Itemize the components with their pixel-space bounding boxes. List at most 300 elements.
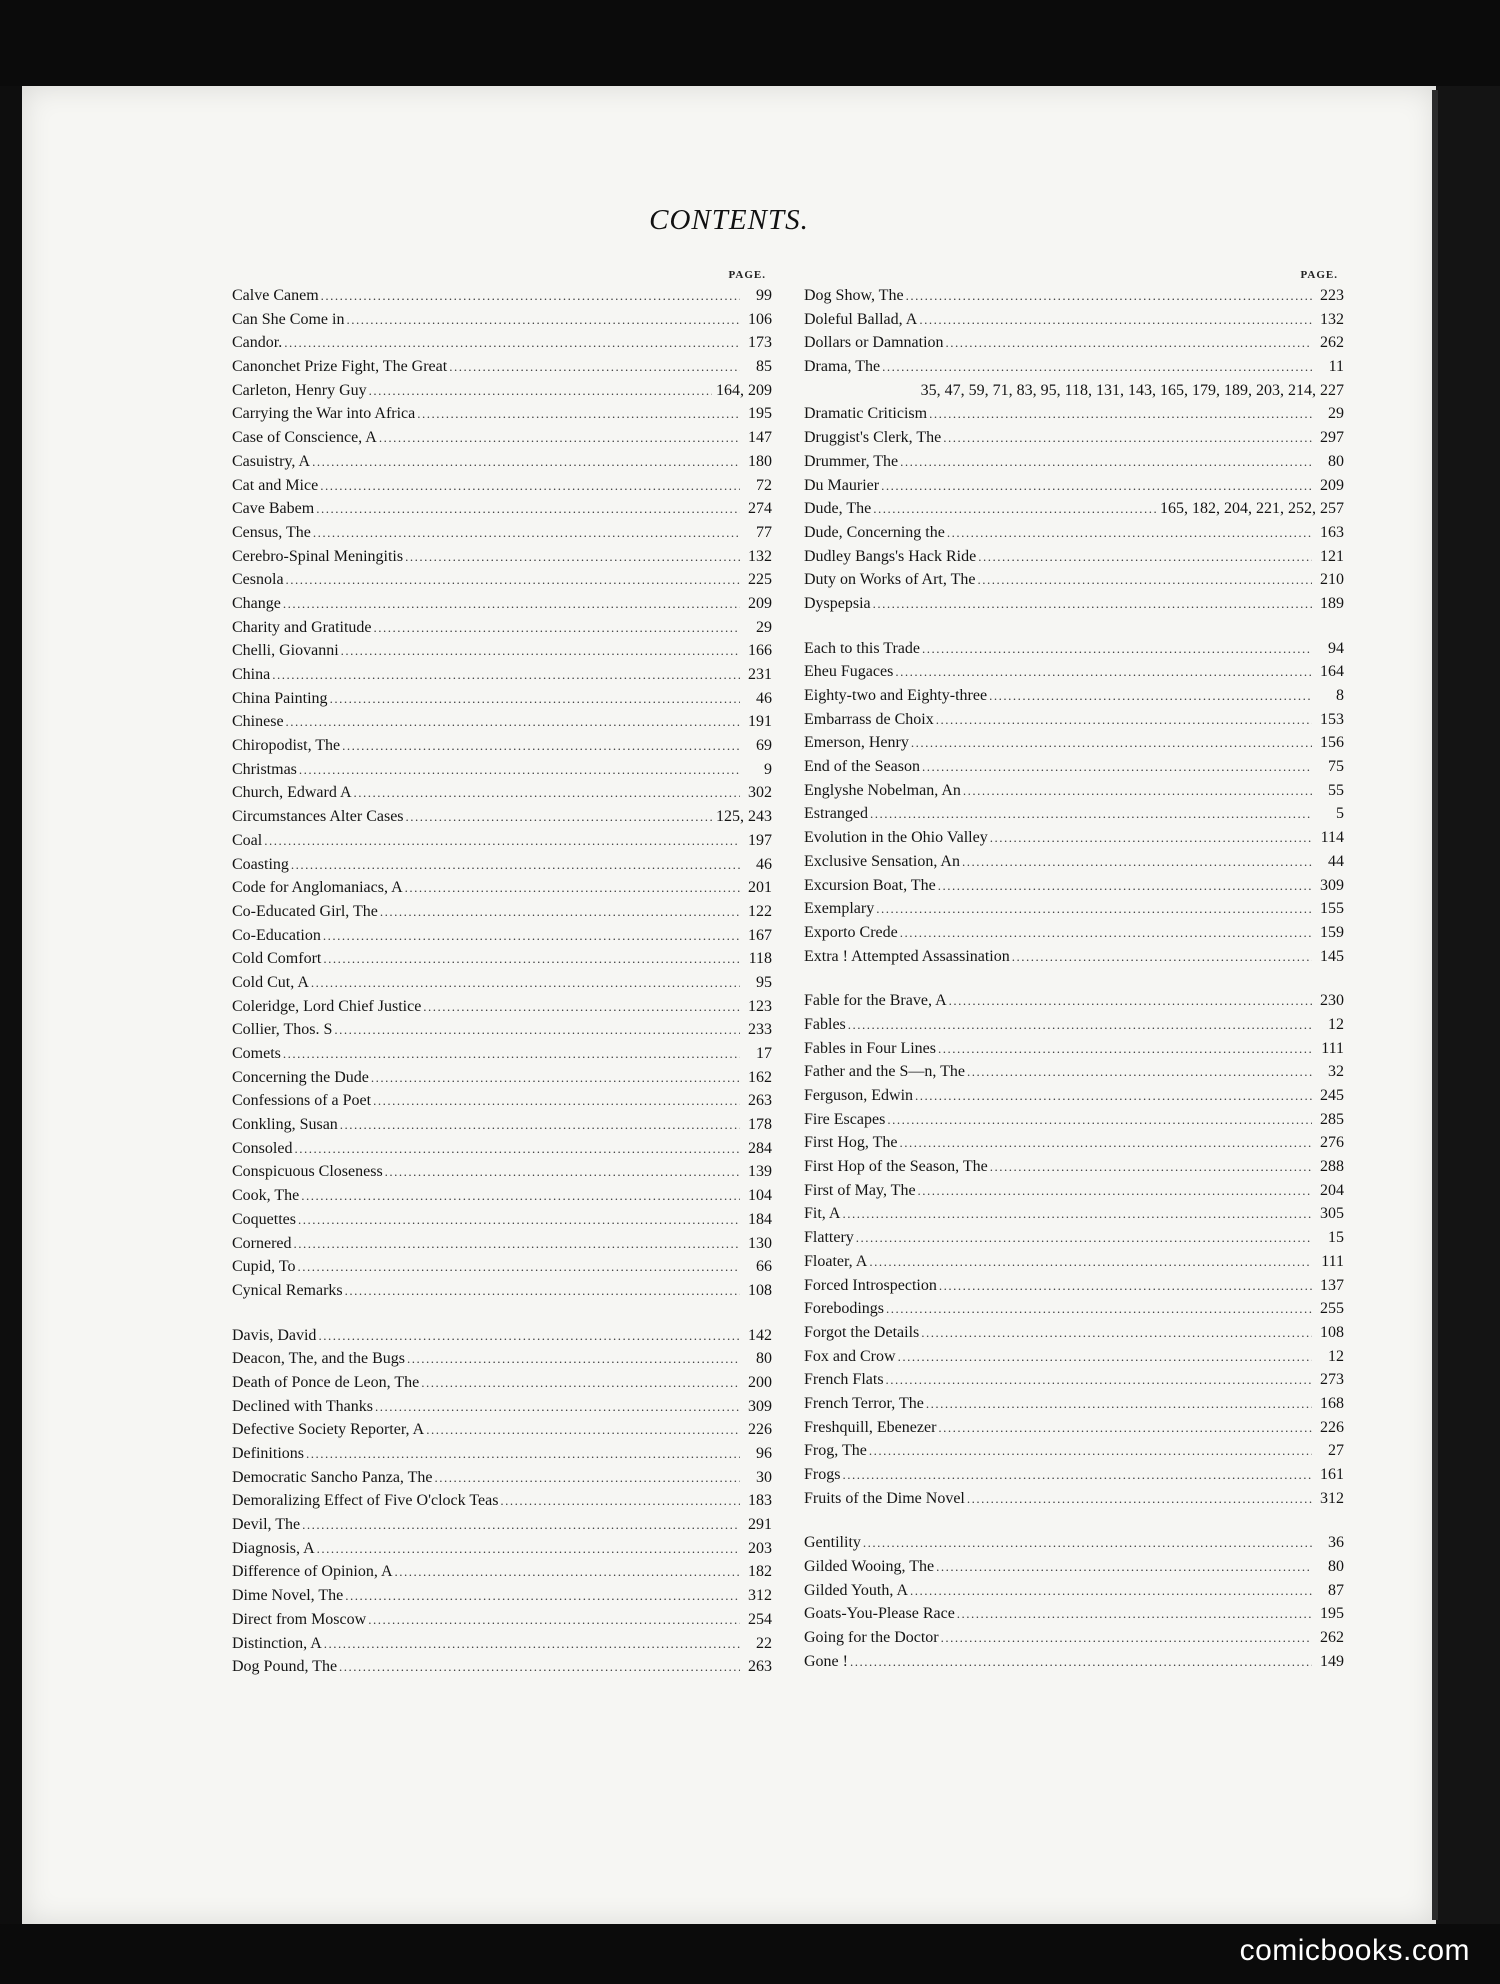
entry-page-number: 297: [1320, 429, 1344, 447]
entry-title: Calve Canem: [232, 287, 319, 304]
contents-entry: [804, 1274, 1344, 1298]
contents-entry: [804, 426, 1344, 450]
entry-title: Eheu Fugaces: [804, 663, 894, 681]
entry-page-number: 233: [748, 1021, 772, 1039]
entry-page-number: 122: [748, 902, 772, 920]
dot-leader: [936, 708, 1312, 732]
contents-entry: [804, 660, 1344, 684]
contents-entry: [232, 1489, 772, 1513]
entry-title: Fruits of the Dime Novel: [804, 1489, 965, 1507]
entry-page-number: 184: [748, 1210, 772, 1228]
entry-page-number: 9: [764, 760, 772, 778]
entry-title: Du Maurier: [804, 476, 880, 494]
contents-entry: [232, 355, 772, 379]
entry-page-number: 111: [1321, 1252, 1344, 1270]
entry-title: Fire Escapes: [804, 1110, 886, 1128]
contents-entry: [232, 545, 772, 569]
entry-title: Declined with Thanks: [232, 1397, 374, 1415]
entry-page-number: 201: [748, 879, 772, 897]
contents-entry: [804, 1416, 1344, 1440]
dot-leader: [919, 308, 1312, 332]
dot-leader: [863, 1531, 1312, 1555]
entry-page-number: 183: [748, 1492, 772, 1510]
entry-title: China: [232, 666, 271, 683]
contents-entry: [232, 924, 772, 948]
entry-page-number: 302: [748, 784, 772, 802]
entry-page-number: 12: [1328, 1015, 1344, 1033]
contents-entry: [804, 1321, 1344, 1345]
contents-entry: [804, 779, 1344, 803]
dot-leader: [886, 1368, 1312, 1392]
entry-title: Drummer, The: [804, 452, 899, 470]
entry-page-number: 111: [1321, 1039, 1344, 1057]
dot-leader: [371, 1066, 740, 1090]
entry-title: Doleful Ballad, A: [804, 310, 918, 328]
contents-entry: [232, 1042, 772, 1066]
dot-leader: [306, 1442, 740, 1466]
contents-entry: [804, 450, 1344, 474]
dot-leader: [900, 921, 1312, 945]
contents-entry: [804, 850, 1344, 874]
contents-entry: [232, 1371, 772, 1395]
dot-leader: [330, 687, 740, 711]
entry-page-number: 159: [1320, 923, 1344, 941]
entry-page-number: 226: [1320, 1418, 1344, 1436]
contents-entry: [804, 1626, 1344, 1650]
dot-leader: [311, 971, 740, 995]
entry-title: Dollars or Damnation: [804, 334, 944, 352]
entry-title: First Hog, The: [804, 1134, 898, 1152]
entry-page-number: 223: [1320, 287, 1344, 304]
contents-entry: [232, 1632, 772, 1656]
entry-page-number: 225: [748, 571, 772, 589]
dot-leader: [941, 1626, 1312, 1650]
contents-entry: [804, 826, 1344, 850]
contents-entry: [804, 1250, 1344, 1274]
entry-title: Demoralizing Effect of Five O'clock Teas: [232, 1492, 499, 1510]
entry-page-number: 161: [1320, 1466, 1344, 1483]
entry-page-number: 155: [1320, 900, 1344, 918]
dot-leader: [298, 1208, 740, 1232]
entry-title: Carrying the War into Africa: [232, 405, 416, 423]
entry-page-number: 132: [1320, 310, 1344, 328]
section-gap: [804, 1510, 1344, 1531]
section-gap: [804, 968, 1344, 989]
entry-page-number: 200: [748, 1373, 772, 1391]
entry-title: Druggist's Clerk, The: [804, 429, 942, 447]
entry-title: Census, The: [232, 523, 311, 541]
dot-leader: [301, 1184, 740, 1208]
contents-entry: [804, 1602, 1344, 1626]
entry-page-number: 17: [756, 1045, 772, 1062]
document-page: [22, 86, 1436, 1924]
contents-entry: [804, 1487, 1344, 1511]
dot-leader: [324, 1632, 740, 1656]
page-gutter: [1432, 90, 1438, 1920]
entry-page-number: 8: [1336, 687, 1344, 704]
entry-page-number: 142: [748, 1326, 772, 1344]
dot-leader: [406, 805, 712, 829]
entry-page-number: 15: [1328, 1229, 1344, 1247]
contents-entry: [232, 1418, 772, 1442]
entry-title: Ferguson, Edwin: [804, 1087, 914, 1104]
entry-title: Dudley Bangs's Hack Ride: [804, 547, 977, 565]
dot-leader: [421, 1371, 740, 1395]
dot-leader: [869, 1439, 1312, 1463]
contents-entry: [804, 497, 1344, 521]
dot-leader: [989, 684, 1312, 708]
entry-title: Exporto Crede: [804, 923, 898, 941]
entry-title: Evolution in the Ohio Valley: [804, 829, 988, 847]
entry-title: Freshquill, Ebenezer: [804, 1418, 937, 1436]
dot-leader: [962, 850, 1312, 874]
dot-leader: [906, 284, 1312, 308]
dot-leader: [990, 1155, 1312, 1179]
contents-entry: [232, 568, 772, 592]
entry-page-number: 69: [756, 737, 772, 755]
entry-title: Distinction, A: [232, 1634, 322, 1652]
entry-title: First of May, The: [804, 1181, 916, 1199]
entry-page-number: 312: [1320, 1489, 1344, 1507]
entry-title: Carleton, Henry Guy: [232, 381, 367, 399]
contents-entry: [232, 1513, 772, 1537]
entry-title: Going for the Doctor: [804, 1629, 939, 1647]
entry-title: Dime Novel, The: [232, 1587, 344, 1605]
entry-page-number: 114: [1320, 829, 1344, 847]
contents-entry: [804, 545, 1344, 569]
entry-page-number: 230: [1320, 992, 1344, 1010]
contents-entry: [232, 1395, 772, 1419]
entry-title: Cat and Mice: [232, 476, 319, 494]
dot-leader: [405, 545, 740, 569]
dot-leader: [318, 1324, 740, 1348]
right-entries-list: [804, 284, 1344, 1674]
entry-title: Exclusive Sensation, An: [804, 852, 960, 870]
entry-title: Canonchet Prize Fight, The Great: [232, 358, 448, 376]
contents-entry: [232, 1113, 772, 1137]
dot-leader: [368, 1608, 740, 1632]
contents-entry: [804, 1297, 1344, 1321]
contents-entry: [232, 1137, 772, 1161]
entry-title: Estranged: [804, 805, 868, 823]
dot-leader: [918, 1179, 1312, 1203]
section-gap: [232, 1303, 772, 1324]
dot-leader: [910, 1579, 1312, 1603]
entry-title: Father and the S—n, The: [804, 1063, 966, 1081]
entry-page-number: 35, 47, 59, 71, 83, 95, 118, 131, 143, 165, 179, 189, 203, 214, 227: [920, 381, 1344, 399]
entry-page-number: 5: [1336, 805, 1344, 823]
entry-title: Diagnosis, A: [232, 1539, 315, 1557]
entry-page-number: 195: [1320, 1605, 1344, 1623]
entry-title: Candor.: [232, 334, 283, 352]
dot-leader: [938, 1416, 1312, 1440]
dot-leader: [283, 592, 740, 616]
dot-leader: [316, 497, 740, 521]
contents-column-left: [232, 266, 772, 1679]
contents-entry: [804, 684, 1344, 708]
entry-page-number: 164, 209: [716, 381, 772, 399]
contents-entry: [804, 1345, 1344, 1369]
entry-page-number: 312: [748, 1587, 772, 1605]
dot-leader: [922, 755, 1312, 779]
entry-title: Gilded Youth, A: [804, 1581, 909, 1599]
dot-leader: [346, 308, 740, 332]
contents-entry: [232, 687, 772, 711]
entry-title: Duty on Works of Art, The: [804, 571, 976, 589]
contents-entry: [232, 947, 772, 971]
entry-page-number: 30: [756, 1468, 772, 1486]
entry-title: Cook, The: [232, 1187, 300, 1205]
contents-entry: [804, 1155, 1344, 1179]
dot-leader: [921, 1321, 1312, 1345]
entry-title: Circumstances Alter Cases: [232, 808, 404, 826]
dot-leader: [264, 829, 740, 853]
entry-title: Coasting: [232, 855, 289, 873]
entry-title: Forced Introspection: [804, 1276, 937, 1294]
contents-entry: [804, 897, 1344, 921]
entry-title: Consoled: [232, 1139, 293, 1157]
entry-page-number: 209: [1320, 476, 1344, 494]
entry-title: Drama, The: [804, 358, 881, 376]
entry-page-number: 36: [1328, 1534, 1344, 1552]
scan-right-border: [1436, 86, 1500, 1946]
entry-page-number: 164: [1320, 663, 1344, 681]
contents-entry: [804, 921, 1344, 945]
contents-entry: [232, 284, 772, 308]
entry-page-number: 167: [748, 926, 772, 944]
contents-entry: [232, 1608, 772, 1632]
entry-title: Deacon, The, and the Bugs: [232, 1350, 405, 1368]
dot-leader: [898, 1345, 1312, 1369]
dot-leader: [294, 1232, 740, 1256]
entry-page-number: 210: [1320, 571, 1344, 589]
entry-page-number: 125, 243: [716, 808, 772, 826]
entry-page-number: 147: [748, 429, 772, 447]
entry-title: Charity and Gratitude: [232, 618, 372, 636]
contents-entry: [232, 308, 772, 332]
entry-page-number: 12: [1328, 1347, 1344, 1365]
entry-page-number: 149: [1320, 1652, 1344, 1670]
dot-leader: [302, 1513, 740, 1537]
entry-title: French Terror, The: [804, 1394, 924, 1412]
entry-title: Definitions: [232, 1445, 304, 1462]
entry-page-number: 262: [1320, 1629, 1344, 1647]
entry-page-number: 145: [1320, 947, 1344, 965]
contents-entry: [232, 1066, 772, 1090]
contents-entry: [804, 755, 1344, 779]
contents-entry: [232, 592, 772, 616]
entry-title: Emerson, Henry: [804, 734, 909, 752]
entry-page-number: 108: [1320, 1323, 1344, 1341]
contents-entry: [232, 331, 772, 355]
entry-title: Embarrass de Choix: [804, 710, 934, 728]
entry-title: Devil, The: [232, 1516, 301, 1534]
entry-page-number: 27: [1328, 1442, 1344, 1460]
contents-entry: [804, 708, 1344, 732]
entry-page-number: 182: [748, 1563, 772, 1581]
entry-title: First Hop of the Season, The: [804, 1158, 988, 1176]
entry-page-number: 263: [748, 1092, 772, 1110]
entry-title: Dude, The: [804, 500, 872, 518]
dot-leader: [317, 1537, 740, 1561]
entry-title: Code for Anglomaniacs, A: [232, 879, 403, 897]
entry-title: Chelli, Giovanni: [232, 642, 339, 660]
contents-entry: [232, 805, 772, 829]
entry-title: Englyshe Nobelman, An: [804, 781, 961, 799]
dot-leader: [423, 995, 740, 1019]
contents-entry: [232, 900, 772, 924]
entry-page-number: 204: [1320, 1181, 1344, 1199]
entry-page-number: 262: [1320, 334, 1344, 352]
dot-leader: [369, 379, 712, 403]
entry-page-number: 189: [1320, 594, 1344, 612]
contents-entry: [804, 945, 1344, 969]
contents-entry: [232, 1279, 772, 1303]
dot-leader: [978, 545, 1312, 569]
dot-leader: [312, 450, 740, 474]
dot-leader: [911, 731, 1312, 755]
dot-leader: [405, 876, 740, 900]
entry-page-number: 80: [1328, 452, 1344, 470]
page-column-label: PAGE.: [728, 269, 766, 281]
contents-entry: [232, 829, 772, 853]
entry-page-number: 95: [756, 973, 772, 991]
contents-entry: [232, 1089, 772, 1113]
entry-page-number: 22: [756, 1634, 772, 1652]
entry-page-number: 130: [748, 1234, 772, 1252]
dot-leader: [939, 1274, 1312, 1298]
entry-page-number: 309: [1320, 876, 1344, 894]
dot-leader: [900, 450, 1312, 474]
entry-title: Gilded Wooing, The: [804, 1558, 935, 1576]
dot-leader: [354, 781, 740, 805]
dot-leader: [946, 331, 1312, 355]
entry-title: Dude, Concerning the: [804, 523, 945, 541]
dot-leader: [286, 568, 740, 592]
entry-page-number: 11: [1328, 358, 1344, 376]
entry-page-number: 180: [748, 452, 772, 470]
entry-title: Flattery: [804, 1229, 854, 1247]
entry-title: Death of Ponce de Leon, The: [232, 1373, 420, 1391]
entry-page-number: 75: [1328, 758, 1344, 776]
contents-entry: [804, 1579, 1344, 1603]
contents-entry: [804, 1392, 1344, 1416]
contents-entry: [804, 1084, 1344, 1108]
entry-page-number: 226: [748, 1421, 772, 1439]
entry-title: Dramatic Criticism: [804, 405, 928, 423]
dot-leader: [876, 897, 1312, 921]
entry-page-number: 173: [748, 334, 772, 352]
watermark: comicbooks.com: [1239, 1934, 1470, 1967]
entry-title: Fox and Crow: [804, 1347, 896, 1365]
entry-title: Cornered: [232, 1234, 292, 1252]
entry-title: China Painting: [232, 689, 328, 707]
contents-entry: [804, 1439, 1344, 1463]
entry-page-number: 99: [756, 287, 772, 304]
entry-page-number: 285: [1320, 1110, 1344, 1128]
entry-title: Direct from Moscow: [232, 1610, 367, 1628]
entry-title: Concerning the Dude: [232, 1068, 369, 1086]
entry-title: Fables in Four Lines: [804, 1039, 936, 1057]
entry-title: Floater, A: [804, 1252, 868, 1270]
dot-leader: [385, 1160, 740, 1184]
entry-page-number: 263: [748, 1658, 772, 1676]
dot-leader: [345, 1584, 740, 1608]
dot-leader: [323, 924, 740, 948]
contents-entry: [232, 379, 772, 403]
contents-entry: [232, 426, 772, 450]
dot-leader: [929, 402, 1312, 426]
contents-entry: [804, 1202, 1344, 1226]
dot-leader: [873, 497, 1156, 521]
entry-title: Can She Come in: [232, 310, 345, 328]
entry-title: End of the Season: [804, 758, 920, 776]
entry-page-number: 72: [756, 476, 772, 494]
entry-title: Casuistry, A: [232, 452, 311, 470]
dot-leader: [856, 1226, 1312, 1250]
contents-entry: [232, 1584, 772, 1608]
contents-entry: [232, 1208, 772, 1232]
contents-entry: [804, 474, 1344, 498]
dot-leader: [379, 426, 740, 450]
entry-title: Cerebro-Spinal Meningitis: [232, 547, 404, 565]
entry-title: Dyspepsia: [804, 594, 871, 612]
contents-entry: [804, 1108, 1344, 1132]
entry-page-number: 121: [1320, 547, 1344, 565]
entry-page-number: 305: [1320, 1205, 1344, 1223]
contents-entry: [232, 734, 772, 758]
entry-title: Coleridge, Lord Chief Justice: [232, 997, 422, 1015]
dot-leader: [407, 1347, 740, 1371]
dot-leader: [957, 1602, 1312, 1626]
contents-entry: [804, 989, 1344, 1013]
entry-title: Democratic Sancho Panza, The: [232, 1468, 433, 1486]
contents-entry: [232, 474, 772, 498]
contents-entry: [804, 1531, 1344, 1555]
dot-leader: [977, 568, 1312, 592]
entry-title: Forgot the Details: [804, 1323, 920, 1341]
entry-page-number: 288: [1320, 1158, 1344, 1176]
dot-leader: [417, 402, 740, 426]
dot-leader: [963, 779, 1312, 803]
entry-title: Cynical Remarks: [232, 1281, 343, 1299]
contents-entry: [232, 521, 772, 545]
dot-leader: [345, 1279, 740, 1303]
contents-entry: [232, 876, 772, 900]
entry-title: Gone !: [804, 1652, 848, 1670]
entry-page-number: 156: [1320, 734, 1344, 752]
dot-leader: [842, 1202, 1312, 1226]
dot-leader: [297, 1255, 740, 1279]
contents-entry: [232, 1655, 772, 1679]
entry-page-number: 96: [756, 1445, 772, 1462]
dot-leader: [943, 426, 1312, 450]
dot-leader: [949, 989, 1312, 1013]
dot-leader: [887, 1108, 1312, 1132]
page-title: CONTENTS.: [649, 204, 809, 236]
dot-leader: [283, 1042, 740, 1066]
entry-page-number: 55: [1328, 781, 1344, 799]
contents-entry: [804, 355, 1344, 379]
dot-leader: [321, 284, 740, 308]
contents-entry: [232, 1442, 772, 1466]
contents-entry: [804, 592, 1344, 616]
entry-page-number: 203: [748, 1539, 772, 1557]
contents-column-right: [804, 266, 1344, 1674]
entry-title: Frogs: [804, 1466, 841, 1483]
dot-leader: [334, 1018, 740, 1042]
entry-title: Fit, A: [804, 1205, 841, 1223]
